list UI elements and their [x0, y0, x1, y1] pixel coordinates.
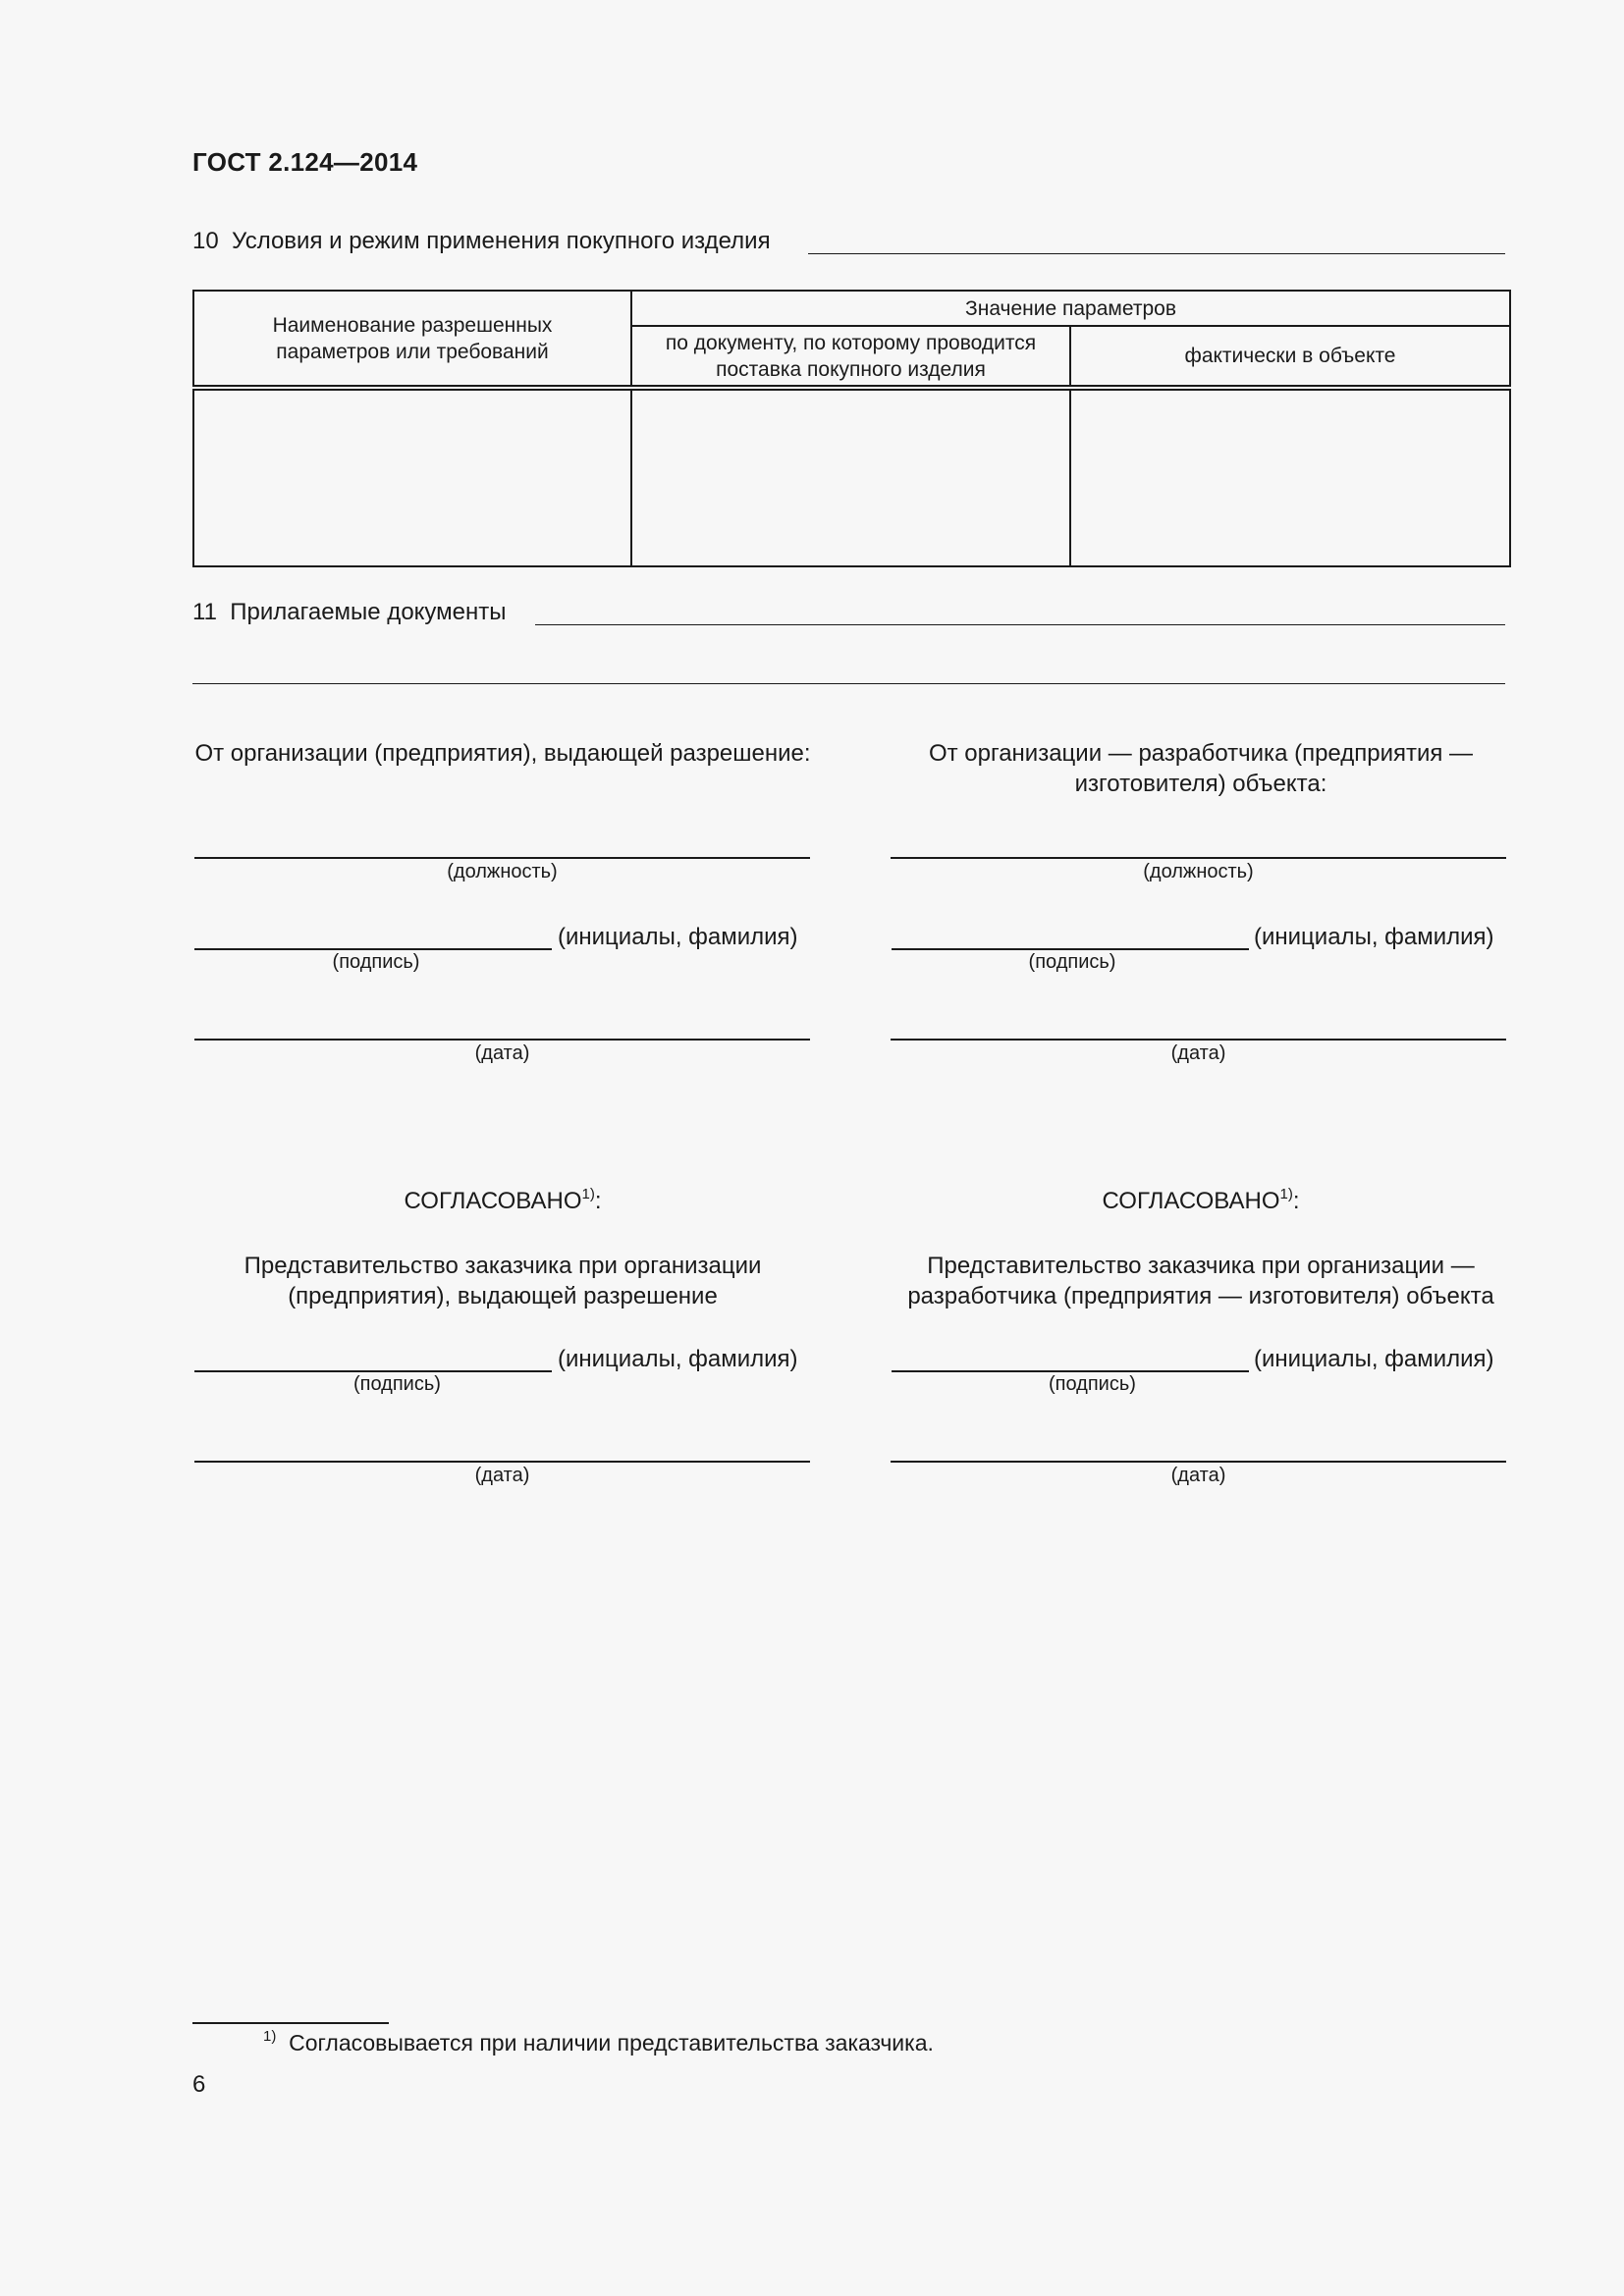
- footnote-mark: 1): [263, 2028, 277, 2045]
- left-block-title: От организации (предприятия), выдающей разрешение:: [194, 740, 811, 767]
- page-number: 6: [192, 2071, 206, 2098]
- agreed-right-desc: Представительство заказчика при организации — разработчика (предприятия — изготовителя) объекта: [907, 1253, 1494, 1309]
- agreed-left-desc: Представительство заказчика при организации (предприятия), выдающей разрешение: [244, 1253, 762, 1309]
- footnote-ref-left[interactable]: 1): [581, 1186, 595, 1202]
- right-position-line[interactable]: [891, 857, 1506, 859]
- agreed-right-heading: СОГЛАСОВАНО$^{1)}$:: [1102, 1186, 1300, 1214]
- section-10-fill-line[interactable]: [808, 253, 1505, 254]
- agreed-right-signature-line[interactable]: [892, 1370, 1249, 1372]
- left-initials-caption: (инициалы, фамилия): [558, 924, 798, 950]
- agreed-left-heading: СОГЛАСОВАНО$^{1)}$:: [404, 1186, 602, 1214]
- table-header-by-document: по документу, по которому проводится поставка покупного изделия: [631, 326, 1070, 388]
- section-10: [192, 228, 771, 255]
- left-position-caption: (должность): [447, 861, 558, 882]
- agreed-right-date-caption: (дата): [1170, 1465, 1226, 1486]
- table-cell-by-document[interactable]: [631, 388, 1070, 566]
- left-date-caption: (дата): [474, 1042, 530, 1064]
- table-header-actual: фактически в объекте: [1070, 326, 1510, 388]
- section-10-number: 10: [192, 228, 219, 254]
- footnote: [263, 2030, 934, 2056]
- left-position-line[interactable]: [194, 857, 810, 859]
- section-10-title: Условия и режим применения покупного изделия: [232, 228, 771, 254]
- agreed-left-date-caption: (дата): [474, 1465, 530, 1486]
- agreed-left-signature-caption: (подпись): [353, 1373, 441, 1395]
- agreed-right-initials-caption: (инициалы, фамилия): [1254, 1346, 1494, 1372]
- right-block-title: От организации — разработчика (предприятия — изготовителя) объекта:: [928, 740, 1474, 797]
- document-code: ГОСТ 2.124—2014: [192, 147, 418, 177]
- left-signature-caption: (подпись): [332, 951, 420, 973]
- section-11-number: 11: [192, 599, 217, 625]
- right-signature-line[interactable]: [892, 948, 1249, 950]
- footnote-text: Согласовывается при наличии представительства заказчика.: [289, 2030, 934, 2056]
- section-11-title: Прилагаемые документы: [230, 599, 507, 625]
- table-cell-actual[interactable]: [1070, 388, 1510, 566]
- agreed-left-initials-caption: (инициалы, фамилия): [558, 1346, 798, 1372]
- left-signature-line[interactable]: [194, 948, 552, 950]
- left-date-line[interactable]: [194, 1039, 810, 1041]
- parameters-table: [192, 290, 1511, 567]
- right-initials-caption: (инициалы, фамилия): [1254, 924, 1494, 950]
- footnote-ref-right[interactable]: 1): [1279, 1186, 1293, 1202]
- table-header-name: Наименование разрешенных параметров или требований: [193, 291, 631, 388]
- footnote-separator: [192, 2022, 389, 2024]
- agreed-left-signature-line[interactable]: [194, 1370, 552, 1372]
- section-11-fill-line[interactable]: [535, 624, 1505, 625]
- right-signature-caption: (подпись): [1028, 951, 1116, 973]
- table-cell-name[interactable]: [193, 388, 631, 566]
- table-header-values: Значение параметров: [631, 291, 1510, 326]
- section-11: [192, 599, 507, 626]
- agreed-right-date-line[interactable]: [891, 1461, 1506, 1463]
- agreed-right-signature-caption: (подпись): [1049, 1373, 1136, 1395]
- right-date-line[interactable]: [891, 1039, 1506, 1041]
- right-date-caption: (дата): [1170, 1042, 1226, 1064]
- right-position-caption: (должность): [1143, 861, 1254, 882]
- section-11-fill-line-2[interactable]: [192, 683, 1505, 684]
- agreed-left-date-line[interactable]: [194, 1461, 810, 1463]
